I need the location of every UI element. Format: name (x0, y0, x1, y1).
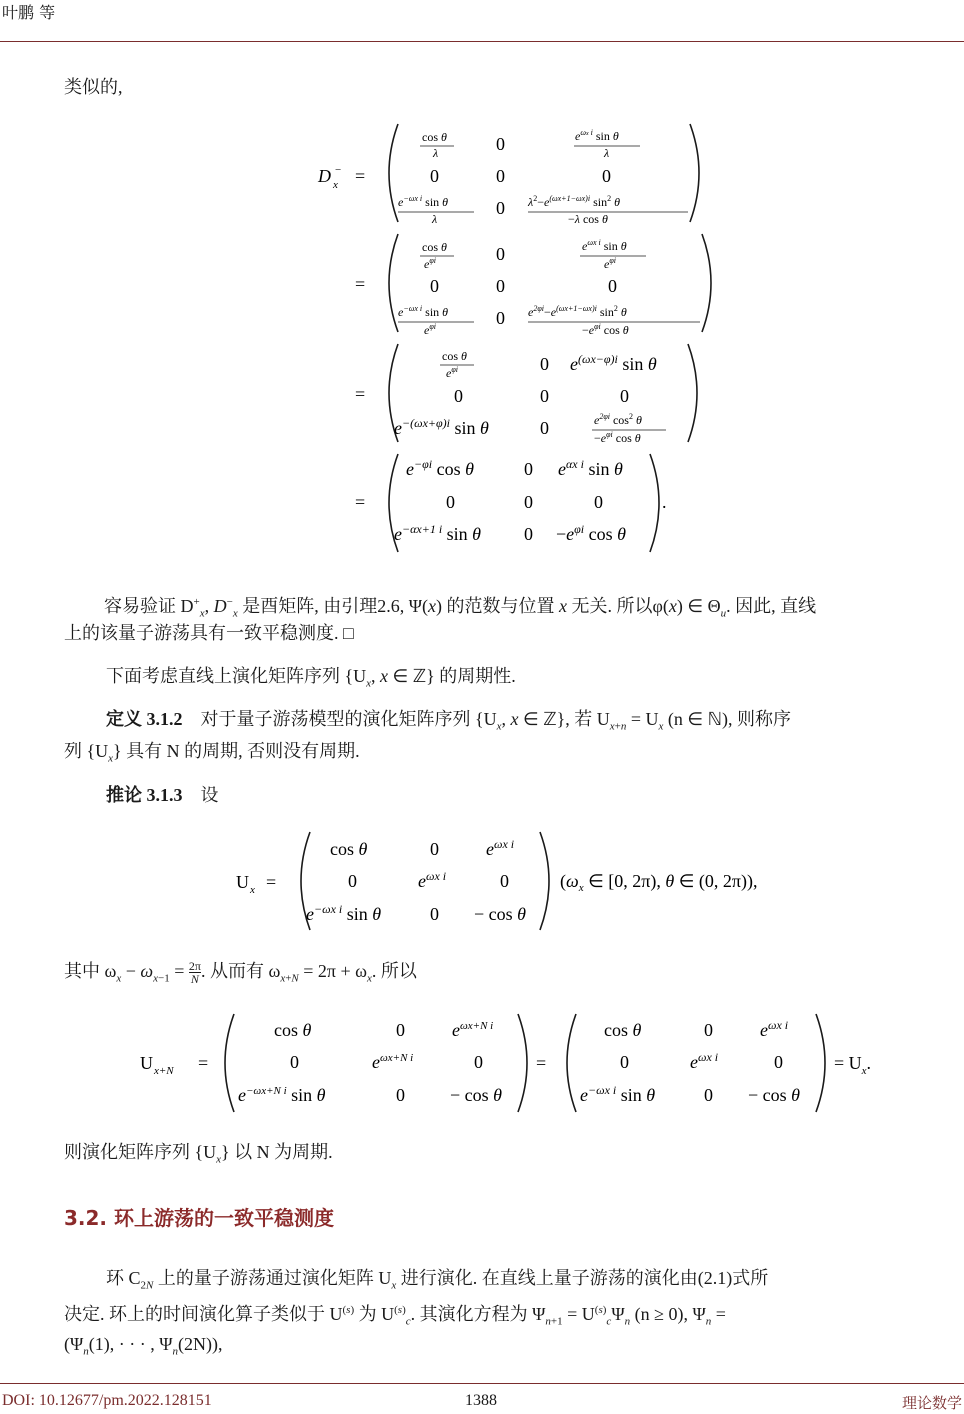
svg-text:e−ωx i sin θ: $e^{-\omega x i}$ sin θ (306, 902, 382, 924)
svg-text:0: 0 (430, 166, 439, 186)
svg-text:eωx i sin θ: $e^{\omega x i}$ sin θ (582, 238, 627, 253)
svg-text:0: 0 (540, 386, 549, 406)
svg-text:0: 0 (430, 839, 439, 859)
svg-text:e2φi−e(ωx+1−ωx)i sin2 θ: $e^{2\varphi i}-e^{(\omega x+1-\omega x)i}$ $\sin^2 \theta$ (528, 304, 627, 319)
svg-text:0: 0 (524, 524, 533, 544)
svg-text:−λ cos θ: −λ cos θ (568, 212, 608, 226)
definition-line2: 列 $\{U_x\}$ 具有 N 的周期, 否则没有周期. (64, 741, 360, 765)
doi-link[interactable]: DOI: 10.12677/pm.2022.128151 (2, 1392, 212, 1409)
ring-paragraph-line1: 环 $C_{2N}$ 上的量子游荡通过演化矩阵 $U_x$ 进行演化. 在直线上量子游荡的演化由(2.1)式所 (106, 1268, 769, 1292)
svg-text:−: − (335, 164, 342, 176)
header-divider (0, 41, 964, 42)
svg-text:0: 0 (348, 871, 357, 891)
svg-text:eφi: $e^{\varphi i}$ (604, 256, 616, 271)
svg-text:=: = (198, 1053, 209, 1073)
svg-text:=: = (536, 1053, 547, 1073)
svg-text:λ2−e(ωx+1−ωx)i sin2 θ: $\lambda^2-e^{(\omega x+1-\omega x)i}$ $\sin^2 \theta$ (528, 194, 620, 209)
svg-text:cos θ: cos θ (604, 1020, 642, 1040)
svg-text:0: 0 (290, 1052, 299, 1072)
definition-3-1-2: 定义 3.1.2 对于量子游荡模型的演化矩阵序列 {$U_x$, x ∈ ℤ}, 若 $U_{x+n} = U_x$ (n ∈ ℕ), 则称序 (106, 709, 792, 733)
svg-text:eωx+N i: $e^{\omega x+N i}$ (372, 1052, 414, 1072)
svg-text:cos θ: cos θ (422, 240, 447, 254)
svg-text:0: 0 (500, 871, 509, 891)
svg-text:cos θ: cos θ (442, 349, 467, 363)
svg-text:e(ωx−φ)i sin θ: $e^{(\omega x-\varphi)i}$ sin θ (570, 352, 657, 374)
svg-text:x+N: x+N (154, 1065, 174, 1077)
svg-text:=: = (266, 872, 277, 892)
svg-text:(ωx ∈ [0, 2π), θ ∈ (0, 2π)),: ($\omega_x$ ∈ [0, 2π), θ ∈ (0, 2π)), (560, 871, 758, 894)
svg-text:=: = (355, 274, 366, 294)
similarly-text: 类似的, (64, 77, 123, 97)
svg-text:0: 0 (430, 276, 439, 296)
corollary-label: 推论 3.1.3 (106, 785, 183, 805)
svg-text:eωx+N i: $e^{\omega x+N i}$ (452, 1020, 494, 1040)
svg-text:e−ωx i sin θ: $e^{-\omega x i}$ sin θ (398, 304, 449, 319)
definition-label: 定义 3.1.2 (106, 709, 183, 729)
section-title: 3.2. 环上游荡的一致平稳测度 (64, 1206, 334, 1230)
svg-text:e−αx+1 i sin θ: $e^{-\alpha x+1 i}$ sin θ (394, 522, 482, 544)
svg-text:x: x (250, 884, 255, 896)
svg-text:e−ωx+N i sin θ: $e^{-\omega x+N i}$ sin θ (238, 1085, 326, 1105)
footer-divider (0, 1383, 964, 1384)
running-header-author: 叶鹏 等 (2, 3, 56, 22)
svg-text:cos θ: cos θ (330, 839, 368, 859)
verify-paragraph-line2: 上的该量子游荡具有一致平稳测度. □ (64, 623, 354, 643)
svg-text:− cos θ: − cos θ (748, 1085, 800, 1105)
svg-text:−eφi cos θ: $-e^{\varphi i}$ cos θ (582, 322, 629, 337)
omega-relation-text: 其中 $\omega_x - \omega_{x-1}$ = $\frac{2\pi}{N}$ . 从而有 $\omega_{x+N} = 2\pi + \omega_x$. 所以 (64, 959, 417, 987)
svg-text:λ: λ (604, 146, 610, 160)
svg-text:cos θ: cos θ (274, 1020, 312, 1040)
svg-text:eαx i sin θ: $e^{\alpha x i}$ sin θ (558, 457, 623, 479)
svg-text:e−ωx i sin θ: $e^{-\omega x i}$ sin θ (398, 194, 449, 209)
svg-text:0: 0 (594, 492, 603, 512)
svg-text:−eφi cos θ: $-e^{\varphi i}$ cos θ (556, 522, 626, 544)
journal-name[interactable]: 理论数学 (901, 1394, 962, 1412)
svg-text:eωx i: $e^{\omega x i}$ (690, 1050, 719, 1072)
svg-text:λ: λ (433, 146, 439, 160)
svg-text:0: 0 (496, 198, 505, 218)
svg-text:0: 0 (474, 1052, 483, 1072)
svg-text:U: U (236, 872, 249, 892)
svg-text:e−φi cos θ: $e^{-\varphi i}$ cos θ (406, 457, 474, 479)
svg-text:0: 0 (540, 354, 549, 374)
svg-text:eφi: $e^{\varphi i}$ (446, 365, 458, 380)
svg-text:0: 0 (620, 1052, 629, 1072)
svg-text:0: 0 (396, 1085, 405, 1105)
svg-text:0: 0 (774, 1052, 783, 1072)
svg-text:.: . (662, 492, 667, 512)
svg-text:0: 0 (602, 166, 611, 186)
svg-text:eωx i: $e^{\omega x i}$ (418, 869, 447, 891)
svg-text:− cos θ: − cos θ (474, 904, 526, 924)
svg-text:0: 0 (496, 166, 505, 186)
page-number: 1388 (465, 1392, 497, 1409)
ux-plus-n-equation (130, 1008, 900, 1118)
svg-text:= Ux.: = $U_x$. (834, 1053, 872, 1077)
consider-text: 下面考虑直线上演化矩阵序列 {$U_x$, x ∈ ℤ} 的周期性. (106, 666, 516, 690)
svg-text:x: x (333, 179, 338, 191)
svg-text:eωx i sin θ: $e^\omega x$ i sin θ (575, 128, 619, 143)
svg-text:0: 0 (524, 492, 533, 512)
svg-text:0: 0 (524, 459, 533, 479)
svg-text:=: = (355, 166, 366, 186)
svg-text:0: 0 (496, 276, 505, 296)
ux-matrix-equation (230, 826, 810, 936)
svg-text:−eφi cos θ: $-e^{\varphi i}$ cos θ (594, 430, 641, 445)
svg-text:eωx i: $e^{\omega x i}$ (760, 1018, 789, 1040)
svg-text:λ: λ (432, 212, 438, 226)
svg-text:D: D (318, 166, 331, 186)
svg-text:0: 0 (396, 1020, 405, 1040)
svg-text:eωx i: $e^{\omega x i}$ (486, 837, 515, 859)
svg-text:− cos θ: − cos θ (450, 1085, 502, 1105)
svg-text:0: 0 (454, 386, 463, 406)
svg-text:=: = (355, 492, 366, 512)
svg-text:0: 0 (704, 1020, 713, 1040)
svg-text:0: 0 (608, 276, 617, 296)
svg-text:e−ωx i sin θ: $e^{-\omega x i}$ sin θ (580, 1083, 656, 1105)
svg-text:0: 0 (446, 492, 455, 512)
corollary-3-1-3: 推论 3.1.3 设 (106, 785, 219, 805)
svg-text:0: 0 (496, 134, 505, 154)
svg-text:0: 0 (496, 308, 505, 328)
svg-text:0: 0 (496, 244, 505, 264)
svg-text:0: 0 (620, 386, 629, 406)
svg-text:eφi: $e^{\varphi i}$ (424, 256, 436, 271)
svg-text:0: 0 (430, 904, 439, 924)
svg-text:0: 0 (540, 418, 549, 438)
period-text: 则演化矩阵序列 $\{U_x\}$ 以 N 为周期. (64, 1142, 333, 1166)
svg-text:e2φi cos2 θ: $e^{2\varphi i}$ $\cos^2 \theta$ (594, 412, 642, 427)
svg-text:e−(ωx+φ)i sin θ: $e^{-(\omega x+\varphi)i}$ sin θ (394, 416, 489, 438)
verify-paragraph: 容易验证 $D^+_x$, $D^-_x$ 是酉矩阵, 由引理2.6, Ψ(x) 的范数与位置 x 无关. 所以φ(x) ∈ $\Theta_u$. 因此, 直线 (104, 596, 817, 620)
ring-paragraph-line2: 决定. 环上的时间演化算子类似于 $U^{(s)}$ 为 $U^{(s)}_c$. 其演化方程为 $\Psi_{n+1} = U^{(s)}_c\Psi_n$ (n ≥ 0), $\Psi_n$ = (64, 1304, 726, 1328)
svg-text:0: 0 (704, 1085, 713, 1105)
svg-text:U: U (140, 1053, 153, 1073)
svg-text:=: = (355, 384, 366, 404)
ring-paragraph-line3: ($\Psi_n(1)$, · · · , $\Psi_n(2N)$), (64, 1334, 223, 1358)
dx-minus-derivation (300, 118, 730, 558)
svg-text:eφi: $e^{\varphi i}$ (424, 322, 436, 337)
svg-text:cos θ: cos θ (422, 130, 447, 144)
